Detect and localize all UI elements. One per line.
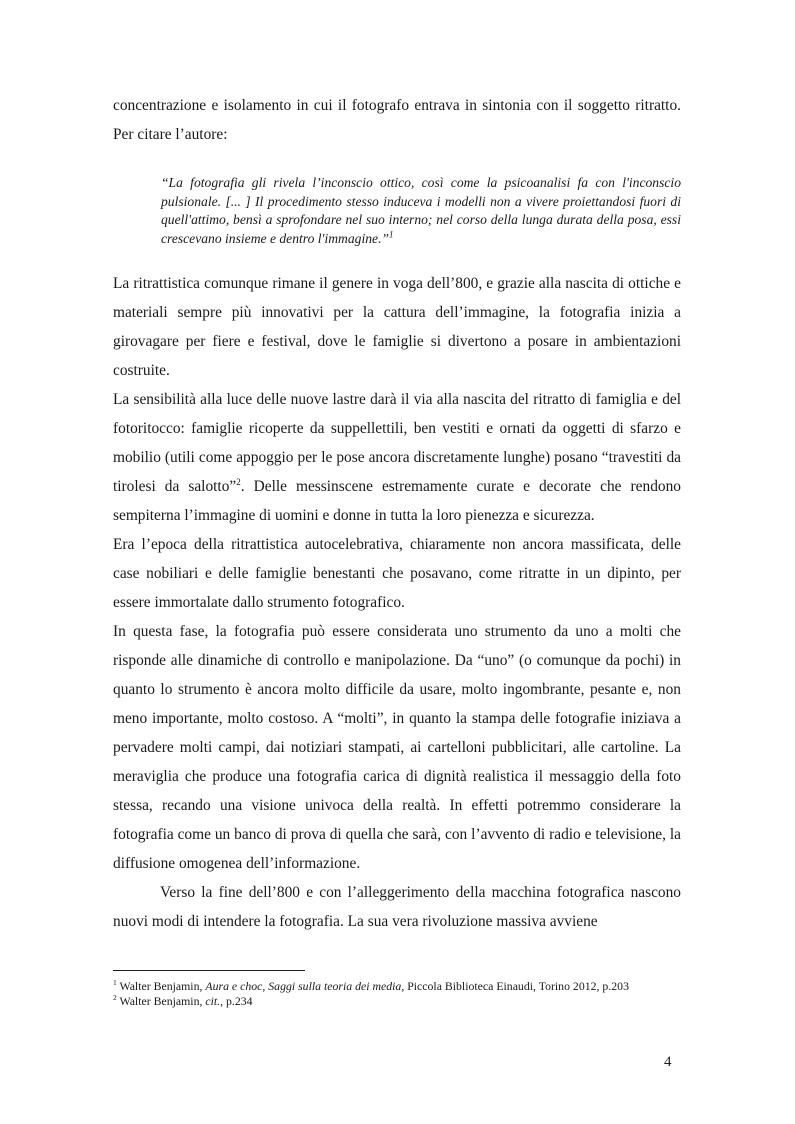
footnote-ref-1: 1 [389, 228, 394, 239]
top-paragraph: concentrazione e isolamento in cui il fotografo entrava in sintonia con il soggetto ritratto. Per citare l’autore: [113, 97, 681, 143]
footnote-1-title: Aura e choc, Saggi sulla teoria dei media [205, 979, 402, 993]
footnote-2-number: 2 [113, 993, 117, 1003]
main-text [113, 269, 681, 936]
footnote-1 [113, 979, 681, 994]
footnote-1-rest: , Piccola Biblioteca Einaudi, Torino 2012, p.203 [401, 979, 629, 993]
footnote-2-title: cit. [205, 994, 221, 1008]
footnote-2 [113, 994, 681, 1009]
footnotes [113, 979, 681, 1009]
footnote-1-number: 1 [113, 978, 117, 988]
paragraph-2-text: La sensibilità alla luce delle nuove lastre darà il via alla nascita del ritratto di famiglia e del fotoritocco: famiglie ricoperte da suppellettili, ben vestiti e ornati da oggetti di sfarzo e mobilio (utili come appoggio per le pose ancora discretamente lunghe) posano “travestiti da tirolesi da salotto” [113, 391, 681, 495]
paragraph-4: In questa fase, la fotografia può essere considerata uno strumento da uno a molti che risponde alle dinamiche di controllo e manipolazione. Da “uno” (o comunque da pochi) in quanto lo strumento è ancora molto difficile da usare, molto ingombrante, pesante e, non meno importante, molto costoso. A “molti”, in quanto la stampa delle fotografie iniziava a pervadere molti campi, dai notiziari stampati, ai cartelloni pubblicitari, alle cartoline. La meraviglia che produce una fotografia carica di dignità realistica il messaggio della foto stessa, recando una visione univoca della realtà. In effetti potremmo considerare la fotografia come un banco di prova di quella che sarà, con l’avvento di radio e televisione, la diffusione omogenea dell’informazione. [113, 623, 681, 872]
page-number: 4 [664, 1054, 672, 1070]
paragraph-2 [113, 385, 681, 530]
quote-text: “La fotografia gli rivela l’inconscio ottico, così come la psicoanalisi fa con l'inconscio pulsionale. [... ] Il procedimento stesso induceva i modelli non a vivere proiettandosi fuori di quell'attimo, bensì a sprofondare nel suo interno; nel corso della lunga durata della posa, essi crescevano insieme e dentro l'immagine.” [161, 175, 681, 246]
footnote-1-author: Walter Benjamin, [119, 979, 206, 993]
paragraph-2-text-cont: . Delle messinscene estremamente curate e decorate che rendono sempiterna l’immagine di uomini e donne in tutta la loro pienezza e sicurezza. [113, 478, 681, 524]
paragraph-5: Verso la fine dell’800 e con l’alleggerimento della macchina fotografica nascono nuovi modi di intendere la fotografia. La sua vera rivoluzione massiva avviene [113, 884, 681, 930]
paragraph-3: Era l’epoca della ritrattistica autocelebrativa, chiaramente non ancora massificata, delle case nobiliari e delle famiglie benestanti che posavano, come ritratte in un dipinto, per essere immortalate dallo strumento fotografico. [113, 536, 681, 611]
footnote-ref-2: 2 [236, 476, 241, 487]
footnote-divider [113, 970, 305, 971]
paragraph-1: La ritrattistica comunque rimane il genere in voga dell’800, e grazie alla nascita di ottiche e materiali sempre più innovativi per la cattura dell’immagine, la fotografia inizia a girovagare per fiere e festival, dove le famiglie si divertono a posare in ambientazioni costruite. [113, 275, 681, 379]
top-paragraph-block [113, 91, 681, 149]
block-quote [161, 174, 681, 248]
footnote-2-rest: , p.234 [220, 994, 253, 1008]
footnote-2-author: Walter Benjamin, [119, 994, 206, 1008]
